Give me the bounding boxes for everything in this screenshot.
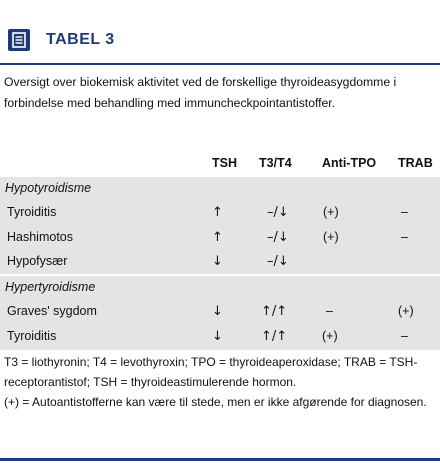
col-header-trab: TRAB xyxy=(398,156,433,170)
section-title: Hypotyroidisme xyxy=(5,181,92,195)
bottom-rule xyxy=(0,458,440,461)
footnote-abbreviations: T3 = liothyronin; T4 = levothyroxin; TPO = thyroideaperoxidase; TRAB = TSH-receptorantistof; TSH = thyroideastimulerende hormon. xyxy=(4,355,418,389)
cell-t3t4: –/↓ xyxy=(267,230,289,245)
table-caption: Oversigt over biokemisk aktivitet ved de forskellige thyroideasygdomme i forbindelse med behandling med immuncheckpointantistoffer. xyxy=(4,75,397,110)
table-header xyxy=(0,23,440,57)
row-name: Tyroiditis xyxy=(7,205,57,219)
cell-trab: – xyxy=(401,230,408,244)
top-rule xyxy=(0,63,440,65)
table-row xyxy=(0,201,440,225)
cell-t3t4: –/↓ xyxy=(267,254,289,269)
col-header-t3t4: T3/T4 xyxy=(259,156,292,170)
cell-trab: – xyxy=(401,329,408,343)
table-row xyxy=(0,300,440,324)
cell-t3t4: ↑/↑ xyxy=(261,304,288,319)
cell-anti-tpo: (+) xyxy=(323,205,339,219)
cell-anti-tpo: (+) xyxy=(322,329,338,343)
cell-tsh: ↑ xyxy=(212,205,223,220)
row-name: Hypofysær xyxy=(7,254,68,268)
document-icon xyxy=(8,29,30,51)
table-row xyxy=(0,226,440,250)
col-header-tsh: TSH xyxy=(212,156,237,170)
cell-tsh: ↓ xyxy=(212,254,223,269)
cell-t3t4: ↑/↑ xyxy=(261,329,288,344)
cell-trab: – xyxy=(401,205,408,219)
cell-tsh: ↓ xyxy=(212,329,223,344)
row-name: Tyroiditis xyxy=(7,329,57,343)
table-row xyxy=(0,325,440,349)
cell-tsh: ↓ xyxy=(212,304,223,319)
section-title: Hypertyroidisme xyxy=(5,280,96,294)
table-footnotes xyxy=(4,352,436,412)
table-row xyxy=(0,250,440,274)
col-header-anti-tpo: Anti-TPO xyxy=(322,156,377,170)
row-name: Graves' sygdom xyxy=(7,304,97,318)
cell-anti-tpo: (+) xyxy=(323,230,339,244)
table-title: TABEL 3 xyxy=(46,31,115,48)
cell-trab: (+) xyxy=(398,304,414,318)
cell-tsh: ↑ xyxy=(212,230,223,245)
cell-t3t4: –/↓ xyxy=(267,205,289,220)
cell-anti-tpo: – xyxy=(326,304,333,318)
row-name: Hashimotos xyxy=(7,230,73,244)
footnote-plus: (+) = Autoantistofferne kan være til stede, men er ikke afgørende for diagnosen. xyxy=(4,395,427,409)
